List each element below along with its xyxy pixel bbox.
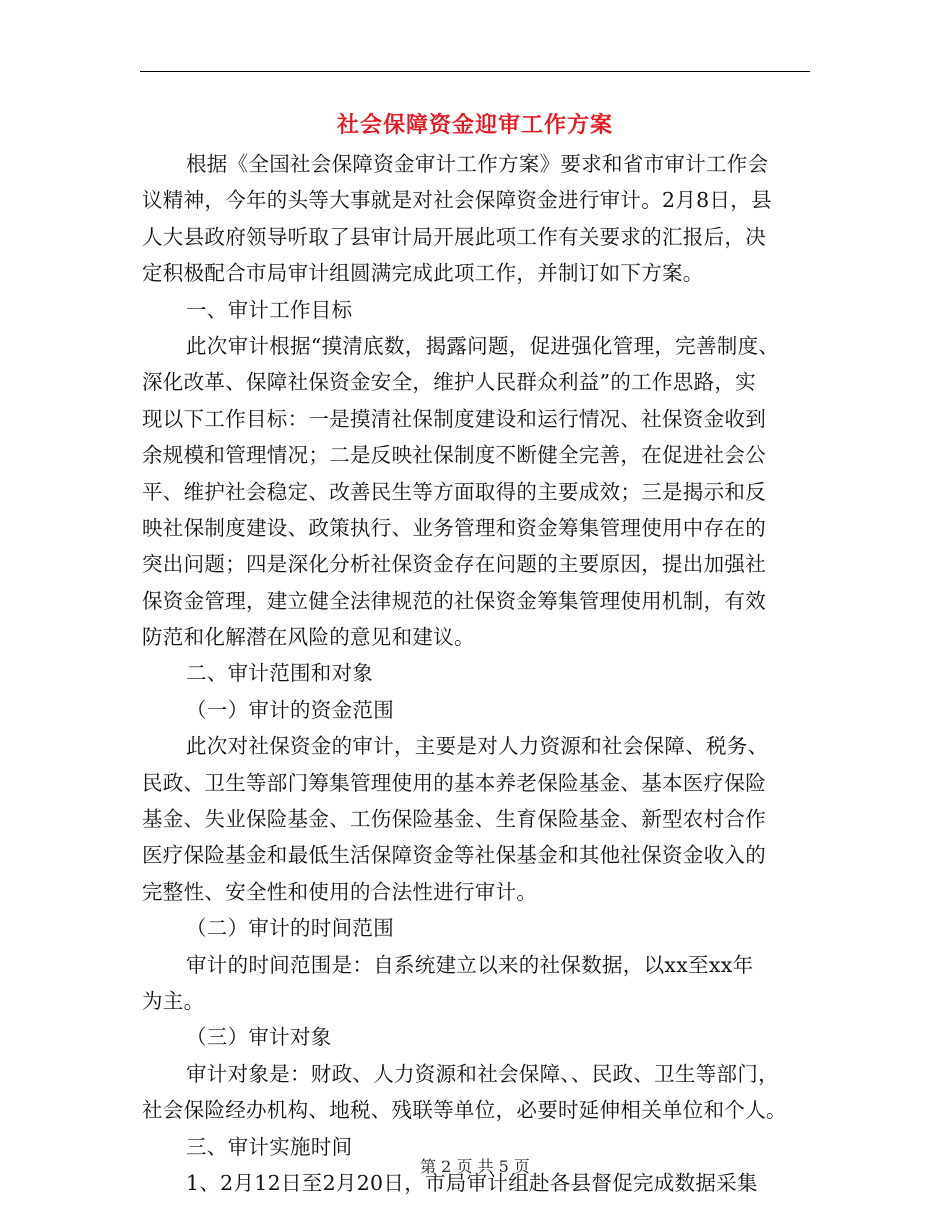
header-rule bbox=[140, 71, 810, 72]
paragraph-line: 平、维护社会稳定、改善民生等方面取得的主要成效；三是揭示和反 bbox=[142, 479, 766, 504]
paragraph-line: 深化改革、保障社保资金安全，维护人民群众利益”的工作思路，实 bbox=[142, 370, 756, 395]
paragraph-line: 医疗保险基金和最低生活保障资金等社保基金和其他社保资金收入的 bbox=[142, 843, 766, 868]
paragraph-line: 议精神，今年的头等大事就是对社会保障资金进行审计。2月8日，县 bbox=[142, 188, 772, 213]
section-heading: 一、审计工作目标 bbox=[186, 297, 353, 322]
paragraph-line: 现以下工作目标：一是摸清社保制度建设和运行情况、社保资金收到 bbox=[142, 406, 766, 431]
paragraph-line: 社会保险经办机构、地税、残联等单位，必要时延伸相关单位和个人。 bbox=[142, 1098, 787, 1123]
paragraph-line: 基金、失业保险基金、工伤保险基金、生育保险基金、新型农村合作 bbox=[142, 807, 766, 832]
paragraph-line: 映社保制度建设、政策执行、业务管理和资金筹集管理使用中存在的 bbox=[142, 515, 766, 540]
paragraph-line: 1、2月12日至2月20日，市局审计组赴各县督促完成数据采集 bbox=[186, 1170, 758, 1195]
paragraph-line: 保资金管理，建立健全法律规范的社保资金筹集管理使用机制，有效 bbox=[142, 588, 766, 613]
paragraph-line: 防范和化解潜在风险的意见和建议。 bbox=[142, 625, 475, 650]
section-heading: 三、审计实施时间 bbox=[186, 1134, 353, 1159]
paragraph-line: 定积极配合市局审计组圆满完成此项工作，并制订如下方案。 bbox=[142, 261, 704, 286]
paragraph-line: 为主。 bbox=[142, 988, 205, 1013]
paragraph-line: 此次对社保资金的审计，主要是对人力资源和社会保障、税务、 bbox=[186, 734, 769, 759]
subsection-heading: （三）审计对象 bbox=[186, 1025, 332, 1050]
document-title: 社会保障资金迎审工作方案 bbox=[336, 113, 613, 138]
section-heading: 二、审计范围和对象 bbox=[186, 661, 374, 686]
subsection-heading: （二）审计的时间范围 bbox=[186, 916, 394, 941]
paragraph-line: 此次审计根据“摸清底数，揭露问题，促进强化管理，完善制度、 bbox=[186, 333, 780, 358]
paragraph-line: 完整性、安全性和使用的合法性进行审计。 bbox=[142, 879, 538, 904]
paragraph-line: 根据《全国社会保障资金审计工作方案》要求和省市审计工作会 bbox=[186, 152, 769, 176]
paragraph-line: 突出问题；四是深化分析社保资金存在问题的主要原因，提出加强社 bbox=[142, 552, 766, 577]
paragraph-line: 审计对象是：财政、人力资源和社会保障、、民政、卫生等部门， bbox=[186, 1061, 779, 1086]
paragraph-line: 审计的时间范围是：自系统建立以来的社保数据，以xx至xx年 bbox=[186, 952, 754, 977]
document-body bbox=[142, 146, 810, 1201]
paragraph-line: 人大县政府领导听取了县审计局开展此项工作有关要求的汇报后，决 bbox=[142, 224, 766, 249]
subsection-heading: （一）审计的资金范围 bbox=[186, 697, 394, 722]
page-number-footer: 第 2 页 共 5 页 bbox=[420, 1157, 530, 1176]
paragraph-line: 余规模和管理情况；二是反映社保制度不断健全完善，在促进社会公 bbox=[142, 443, 766, 468]
paragraph-line: 民政、卫生等部门筹集管理使用的基本养老保险基金、基本医疗保险 bbox=[142, 770, 766, 795]
